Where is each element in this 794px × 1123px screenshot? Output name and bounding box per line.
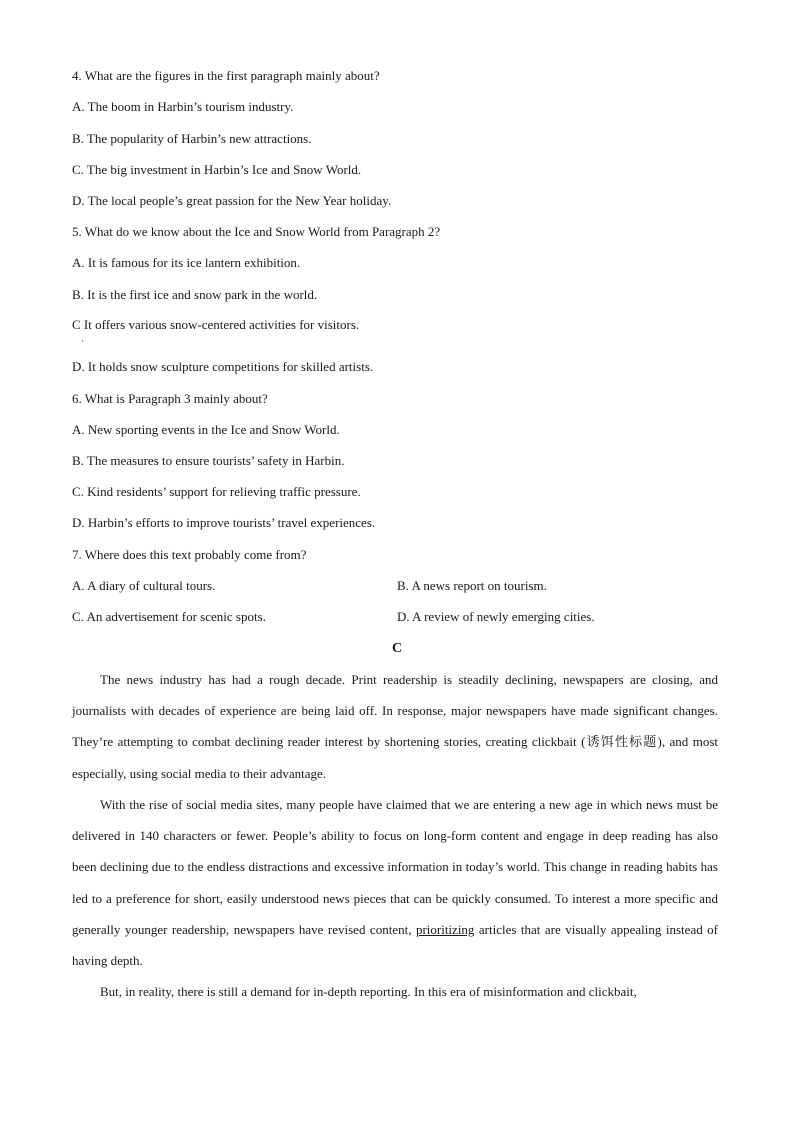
question-5-option-c: C It offers various snow-centered activities for visitors.	[72, 317, 360, 332]
section-heading: C	[391, 641, 403, 656]
question-4-option-a: A. The boom in Harbin’s tourism industry.	[72, 99, 294, 114]
question-6-option-c: C. Kind residents’ support for relieving traffic pressure.	[72, 484, 361, 499]
question-7-stem: 7. Where does this text probably come from?	[72, 547, 307, 562]
question-5-option-d: D. It holds snow sculpture competitions for skilled artists.	[72, 359, 374, 374]
question-7-option-b: B. A news report on tourism.	[397, 578, 547, 593]
question-4-option-b: B. The popularity of Harbin’s new attractions.	[72, 131, 312, 146]
question-7-option-a: A. A diary of cultural tours.	[72, 578, 216, 593]
passage-paragraph-2-text: With the rise of social media sites, many people have claimed that we are entering a new age in which news must be delivered in 140 characters or fewer. People’s ability to focus on long-form content and engage in deep reading has also been declining due to the endless distractions and excessive information in today’s world. This change in reading habits has led to a preference for short, easily understood news pieces that can be quickly consumed. To interest a more specific and generally younger readership, newspapers have revised content,	[72, 797, 718, 937]
passage-paragraph-2	[72, 789, 718, 976]
question-5-option-b: B. It is the first ice and snow park in the world.	[72, 287, 318, 302]
passage-paragraph-2-ending: articles that are visually appealing instead of having depth.	[72, 921, 719, 969]
question-7-option-c: C. An advertisement for scenic spots.	[72, 609, 266, 624]
question-5-stem: 5. What do we know about the Ice and Snow World from Paragraph 2?	[72, 224, 441, 239]
question-6-stem: 6. What is Paragraph 3 mainly about?	[72, 391, 268, 406]
option-c-dot-mark: ·	[81, 336, 84, 346]
question-5-option-a: A. It is famous for its ice lantern exhibition.	[72, 255, 301, 270]
passage-paragraph-1: The news industry has had a rough decade. Print readership is steadily declining, newspapers are closing, and journalists with decades of experience are being laid off. In response, major newspapers have made significant changes. They’re attempting to combat declining reader interest by shortening stories, creating clickbait (诱饵性标题), and most especially, using social media to their advantage.	[72, 672, 718, 781]
question-7-option-d: D. A review of newly emerging cities.	[397, 609, 595, 624]
question-6-option-a: A. New sporting events in the Ice and Snow World.	[72, 422, 340, 437]
question-6-option-d: D. Harbin’s efforts to improve tourists’ travel experiences.	[72, 515, 376, 530]
passage-paragraph-3: But, in reality, there is still a demand for in-depth reporting. In this era of misinformation and clickbait,	[100, 984, 637, 999]
question-4-option-d: D. The local people’s great passion for the New Year holiday.	[72, 193, 392, 208]
question-4-option-c: C. The big investment in Harbin’s Ice and Snow World.	[72, 162, 362, 177]
question-6-option-b: B. The measures to ensure tourists’ safety in Harbin.	[72, 453, 345, 468]
underlined-word: prioritizing	[415, 921, 475, 937]
question-4-stem: 4. What are the figures in the first paragraph mainly about?	[72, 68, 380, 83]
